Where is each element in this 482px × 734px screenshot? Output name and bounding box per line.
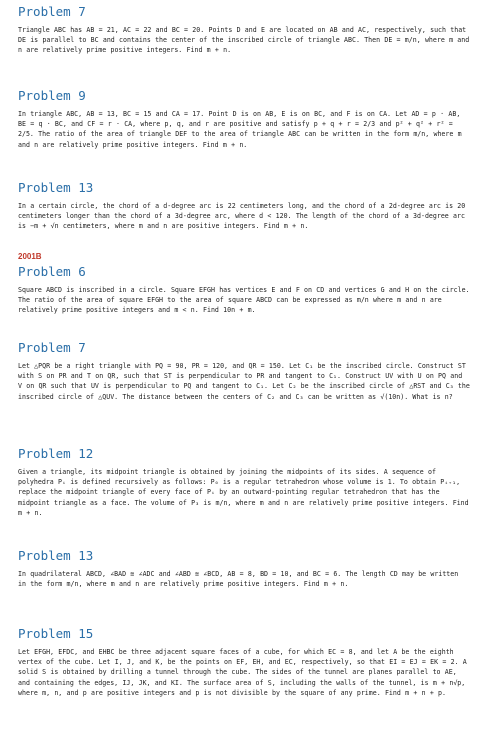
problem-block: [18, 340, 470, 402]
problem-title: Problem 6: [18, 264, 86, 279]
problem-statement: Given a triangle, its midpoint triangle is obtained by joining the midpoints of its sides. A sequence of polyhedra Pᵢ is defined recursively as follows: P₀ is a regular tetrahedron whose volume is 1. To obtain Pᵢ₊₁, replace the midpoint triangle of every face of Pᵢ by an outward-pointing regular tetrahedron that has the midpoint triangle as a face. The volume of P₃ is m/n, where m and n are relatively prime positive integers. Find m + n.: [18, 468, 469, 517]
problem-statement: In quadrilateral ABCD, ∠BAD ≅ ∠ADC and ∠ABD ≅ ∠BCD, AB = 8, BD = 10, and BC = 6. The length CD may be written in the form m/n, where m and n are relatively prime positive integers. Find m + n.: [18, 570, 459, 589]
problem-statement: Triangle ABC has AB = 21, AC = 22 and BC = 20. Points D and E are located on AB and AC, respectively, such that DE is parallel to BC and contains the center of the inscribed circle of triangle ABC. Then DE = m/n, where m and n are relatively prime positive integers. Find m + n.: [18, 26, 470, 55]
problem-block: [18, 264, 470, 316]
problem-statement: Let △PQR be a right triangle with PQ = 90, PR = 120, and QR = 150. Let C₁ be the inscribed circle. Construct ST with S on PR and T on QR, such that ST is perpendicular to PR and tangent to C₁. Construct UV with U on PQ and V on QR such that UV is perpendicular to PQ and tangent to C₁. Let C₂ be the inscribed circle of △RST and C₃ the inscribed circle of △QUV. The distance between the centers of C₂ and C₃ can be written as √(10n). What is n?: [18, 362, 470, 401]
contest-section-label: 2001B: [18, 252, 42, 261]
problem-block: [18, 180, 470, 232]
problem-title: Problem 12: [18, 446, 94, 461]
problem-block: [18, 446, 470, 518]
problem-title: Problem 13: [18, 180, 94, 195]
problem-title: Problem 7: [18, 340, 86, 355]
problem-block: [18, 626, 470, 698]
problem-statement: Square ABCD is inscribed in a circle. Square EFGH has vertices E and F on CD and vertices G and H on the circle. The ratio of the area of square EFGH to the area of square ABCD can be expressed as m/n where m and n are relatively prime positive integers and m < n. Find 10n + m.: [18, 286, 470, 315]
problem-block: [18, 4, 470, 56]
problem-statement: In triangle ABC, AB = 13, BC = 15 and CA = 17. Point D is on AB, E is on BC, and F is on CA. Let AD = p · AB, BE = q · BC, and CF = r · CA, where p, q, and r are positive and satisfy p + q + r = 2/3 and p² + q² + r² = 2/5. The ratio of the area of triangle DEF to the area of triangle ABC can be written in the form m/n, where m and n are relatively prime positive integers. Find m + n.: [18, 110, 462, 149]
problem-title: Problem 13: [18, 548, 94, 563]
problem-title: Problem 15: [18, 626, 94, 641]
problem-block: [18, 548, 470, 589]
problem-statement: In a certain circle, the chord of a d-degree arc is 22 centimeters long, and the chord of a 2d-degree arc is 20 centimeters longer than the chord of a 3d-degree arc, where d < 120. The length of the chord of a 3d-degree arc is −m + √n centimeters, where m and n are positive integers. Find m + n.: [18, 202, 466, 231]
problem-title: Problem 7: [18, 4, 86, 19]
problem-statement: Let EFGH, EFDC, and EHBC be three adjacent square faces of a cube, for which EC = 8, and let A be the eighth vertex of the cube. Let I, J, and K, be the points on EF, EH, and EC, respectively, so that EI = EJ = EK = 2. A solid S is obtained by drilling a tunnel through the cube. The sides of the tunnel are planes parallel to AE, and containing the edges, IJ, JK, and KI. The surface area of S, including the walls of the tunnel, is m + n√p, where m, n, and p are positive integers and p is not divisible by the square of any prime. Find m + n + p.: [18, 648, 467, 697]
problem-title: Problem 9: [18, 88, 86, 103]
problem-block: [18, 88, 470, 150]
